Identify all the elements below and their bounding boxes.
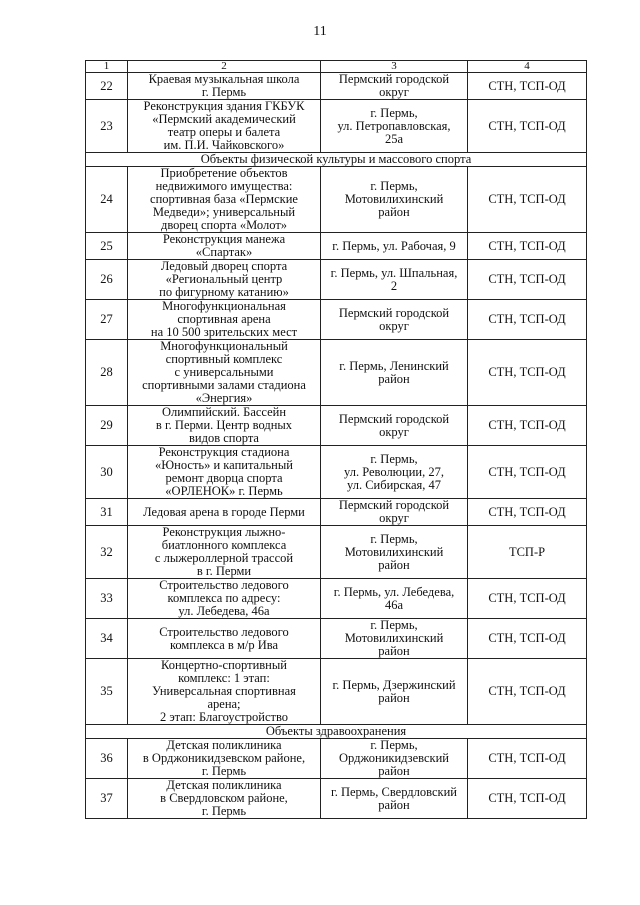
zone-code: СТН, ТСП-ОД	[468, 167, 587, 233]
row-number: 26	[86, 260, 128, 300]
table-row	[86, 579, 587, 619]
object-location: Пермский городской округ	[321, 499, 468, 526]
table-row	[86, 167, 587, 233]
object-location: г. Пермь, ул. Лебедева, 46а	[321, 579, 468, 619]
table-row	[86, 73, 587, 100]
table-row	[86, 499, 587, 526]
object-location: Пермский городской округ	[321, 73, 468, 100]
table-row	[86, 526, 587, 579]
row-number: 32	[86, 526, 128, 579]
column-header: 3	[321, 61, 468, 73]
object-location: г. Пермь, Свердловский район	[321, 779, 468, 819]
object-location: г. Пермь, Ленинский район	[321, 340, 468, 406]
table-row	[86, 340, 587, 406]
row-number: 30	[86, 446, 128, 499]
section-row	[86, 725, 587, 739]
row-number: 31	[86, 499, 128, 526]
object-location: г. Пермь, ул. Шпальная, 2	[321, 260, 468, 300]
table-row	[86, 260, 587, 300]
object-location: г. Пермь, ул. Рабочая, 9	[321, 233, 468, 260]
zone-code: СТН, ТСП-ОД	[468, 100, 587, 153]
object-location: г. Пермь, ул. Революции, 27, ул. Сибирская, 47	[321, 446, 468, 499]
zone-code: СТН, ТСП-ОД	[468, 659, 587, 725]
row-number: 27	[86, 300, 128, 340]
table-row	[86, 233, 587, 260]
object-name: Ледовая арена в городе Перми	[128, 499, 321, 526]
object-name: Детская поликлиника в Орджоникидзевском районе, г. Пермь	[128, 739, 321, 779]
object-name: Приобретение объектов недвижимого имущества: спортивная база «Пермские Медведи»; универсальный дворец спорта «Молот»	[128, 167, 321, 233]
table-row	[86, 779, 587, 819]
zone-code: СТН, ТСП-ОД	[468, 579, 587, 619]
zone-code: СТН, ТСП-ОД	[468, 260, 587, 300]
zone-code: СТН, ТСП-ОД	[468, 779, 587, 819]
zone-code: СТН, ТСП-ОД	[468, 300, 587, 340]
table-row	[86, 619, 587, 659]
row-number: 35	[86, 659, 128, 725]
row-number: 25	[86, 233, 128, 260]
page-number: 11	[313, 24, 327, 39]
zone-code: СТН, ТСП-ОД	[468, 619, 587, 659]
column-header: 2	[128, 61, 321, 73]
zone-code: СТН, ТСП-ОД	[468, 739, 587, 779]
section-title: Объекты физической культуры и массового спорта	[86, 153, 587, 167]
table-header-row	[86, 61, 587, 73]
object-name: Детская поликлиника в Свердловском районе, г. Пермь	[128, 779, 321, 819]
column-header: 1	[86, 61, 128, 73]
object-name: Реконструкция манежа «Спартак»	[128, 233, 321, 260]
object-name: Ледовый дворец спорта «Региональный центр по фигурному катанию»	[128, 260, 321, 300]
zone-code: СТН, ТСП-ОД	[468, 233, 587, 260]
object-location: г. Пермь, Дзержинский район	[321, 659, 468, 725]
object-location: Пермский городской округ	[321, 300, 468, 340]
table-row	[86, 446, 587, 499]
table-row	[86, 659, 587, 725]
object-name: Строительство ледового комплекса по адресу: ул. Лебедева, 46а	[128, 579, 321, 619]
zone-code: СТН, ТСП-ОД	[468, 73, 587, 100]
zone-code: СТН, ТСП-ОД	[468, 446, 587, 499]
object-name: Реконструкция лыжно- биатлонного комплекса с лыжероллерной трассой в г. Перми	[128, 526, 321, 579]
object-location: г. Пермь, Мотовилихинский район	[321, 619, 468, 659]
table-row	[86, 300, 587, 340]
section-title: Объекты здравоохранения	[86, 725, 587, 739]
row-number: 37	[86, 779, 128, 819]
object-location: Пермский городской округ	[321, 406, 468, 446]
object-name: Многофункциональный спортивный комплекс с универсальными спортивными залами стадиона «Энергия»	[128, 340, 321, 406]
row-number: 36	[86, 739, 128, 779]
section-row	[86, 153, 587, 167]
object-name: Краевая музыкальная школа г. Пермь	[128, 73, 321, 100]
object-location: г. Пермь, ул. Петропавловская, 25а	[321, 100, 468, 153]
zone-code: СТН, ТСП-ОД	[468, 499, 587, 526]
row-number: 28	[86, 340, 128, 406]
row-number: 33	[86, 579, 128, 619]
table-row	[86, 739, 587, 779]
row-number: 23	[86, 100, 128, 153]
row-number: 29	[86, 406, 128, 446]
row-number: 24	[86, 167, 128, 233]
row-number: 34	[86, 619, 128, 659]
objects-table	[85, 60, 587, 819]
object-location: г. Пермь, Мотовилихинский район	[321, 167, 468, 233]
zone-code: ТСП-Р	[468, 526, 587, 579]
zone-code: СТН, ТСП-ОД	[468, 406, 587, 446]
column-header: 4	[468, 61, 587, 73]
table-row	[86, 100, 587, 153]
object-name: Олимпийский. Бассейн в г. Перми. Центр водных видов спорта	[128, 406, 321, 446]
object-name: Реконструкция стадиона «Юность» и капитальный ремонт дворца спорта «ОРЛЕНОК» г. Пермь	[128, 446, 321, 499]
object-location: г. Пермь, Мотовилихинский район	[321, 526, 468, 579]
object-name: Многофункциональная спортивная арена на 10 500 зрительских мест	[128, 300, 321, 340]
zone-code: СТН, ТСП-ОД	[468, 340, 587, 406]
object-location: г. Пермь, Орджоникидзевский район	[321, 739, 468, 779]
row-number: 22	[86, 73, 128, 100]
object-name: Концертно-спортивный комплекс: 1 этап: Универсальная спортивная арена; 2 этап: Благоустройство	[128, 659, 321, 725]
object-name: Реконструкция здания ГКБУК «Пермский академический театр оперы и балета им. П.И. Чайковского»	[128, 100, 321, 153]
table-row	[86, 406, 587, 446]
object-name: Строительство ледового комплекса в м/р Ива	[128, 619, 321, 659]
